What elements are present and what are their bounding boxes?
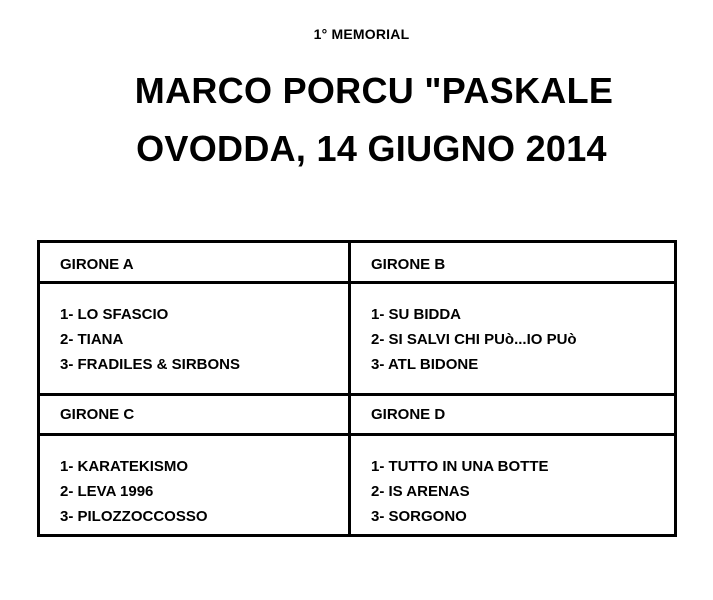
team-item: 1- LO SFASCIO	[60, 306, 169, 323]
event-title: MARCO PORCU "PASKALE	[134, 70, 614, 111]
team-item: 2- IS ARENAS	[371, 483, 470, 500]
team-item: 2- LEVA 1996	[60, 483, 154, 500]
group-b-teams	[371, 302, 577, 377]
groups-table	[37, 240, 677, 537]
team-item: 1- KARATEKISMO	[60, 458, 189, 475]
group-b-header: GIRONE B	[371, 256, 446, 273]
team-item: 2- SI SALVI CHI PUò...IO PUò	[371, 331, 577, 348]
event-subtitle: 1° MEMORIAL	[313, 26, 410, 42]
team-item: 1- TUTTO IN UNA BOTTE	[371, 458, 549, 475]
table-divider-horizontal	[40, 433, 674, 436]
table-divider-horizontal	[40, 393, 674, 396]
group-d-teams	[371, 454, 549, 529]
group-d-header: GIRONE D	[371, 406, 446, 423]
team-item: 2- TIANA	[60, 331, 124, 348]
team-item: 3- PILOZZOCCOSSO	[60, 508, 208, 525]
team-item: 1- SU BIDDA	[371, 306, 462, 323]
table-divider-vertical	[348, 243, 351, 534]
table-divider-horizontal	[40, 281, 674, 284]
team-item: 3- SORGONO	[371, 508, 467, 525]
group-a-teams	[60, 302, 240, 377]
team-item: 3- ATL BIDONE	[371, 356, 479, 373]
group-c-header: GIRONE C	[60, 406, 135, 423]
group-c-teams	[60, 454, 208, 529]
event-place-date: OVODDA, 14 GIUGNO 2014	[136, 128, 607, 169]
team-item: 3- FRADILES & SIRBONS	[60, 356, 241, 373]
group-a-header: GIRONE A	[60, 256, 134, 273]
